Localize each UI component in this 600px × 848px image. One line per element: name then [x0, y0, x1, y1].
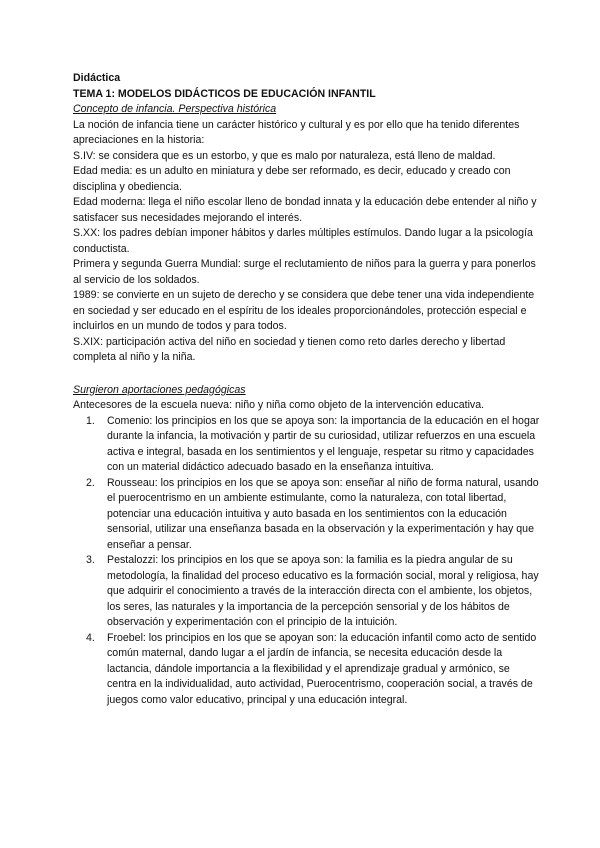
pedagogues-list — [73, 414, 540, 709]
list-item-comenio — [73, 414, 540, 476]
paragraph-siv: S.IV: se considera que es un estorbo, y que es malo por naturaleza, está lleno de maldad. — [73, 149, 496, 162]
paragraph-edad-moderna: Edad moderna: llega el niño escolar lleno de bondad innata y la educación debe entender al niño y satisfacer sus necesidades mejorando el interés. — [73, 196, 537, 224]
list-item-text: Pestalozzi: los principios en los que se apoya son: la familia es la piedra angular de su metodología, la finalidad del proceso educativo es la formación social, moral y religiosa, hay que adquirir el conocimiento a través de la interacción directa con el ambiente, los objetos, los seres, las naturales y la importancia de la percepción sensorial y de los hábitos de observación y experimentación con el principio de la intuición. — [107, 554, 539, 628]
paragraph-guerra-mundial: Primera y segunda Guerra Mundial: surge el reclutamiento de niños para la guerra y para ponerlos al servicio de los soldados. — [73, 258, 536, 286]
list-item-text: Comenio: los principios en los que se apoya son: la importancia de la educación en el hogar durante la infancia, la motivación y partir de su curiosidad, utilizar refuerzos en una escuela activa e integral, basada en los sentimientos y el lenguaje, respetar su ritmo y capacidades con un material didáctico adecuado basado en la enseñanza intuitiva. — [107, 414, 540, 473]
list-number: 1. — [86, 414, 95, 427]
list-number: 4. — [86, 631, 95, 644]
list-item-text: Froebel: los principios en los que se apoyan son: la educación infantil como acto de sentido común maternal, dando lugar a el jardín de infancia, se necesita educación desde la lactancia, dándole importancia a la flexibilidad y el aprendizaje gradual y armónico, se centra en la individualidad, auto actividad, Puerocentrismo, cooperación social, a través de juegos como valor educativo, principal y una educación integral. — [107, 631, 537, 706]
list-item-pestalozzi — [73, 553, 540, 631]
paragraph-sxix: S.XIX: participación activa del niño en sociedad y tienen como reto darles derecho y libertad completa al niño y la niña. — [73, 335, 506, 363]
paragraph-1989: 1989: se convierte en un sujeto de derecho y se considera que debe tener una vida independiente en sociedad y ser educado en el espíritu de los ideales proporcionándoles, protección especial e incluirlos en un mundo de todos y para todos. — [73, 289, 535, 332]
list-item-rousseau — [73, 476, 540, 554]
section-spacer — [73, 366, 540, 383]
list-number: 2. — [86, 476, 95, 489]
list-item-froebel — [73, 631, 540, 709]
paragraph-intro: La noción de infancia tiene un carácter histórico y cultural y es por ello que ha tenido diferentes apreciaciones en la historia: — [73, 118, 520, 146]
course-title: Didáctica — [73, 72, 121, 84]
list-number: 3. — [86, 554, 95, 566]
topic-title: TEMA 1: MODELOS DIDÁCTICOS DE EDUCACIÓN INFANTIL — [73, 87, 376, 100]
section-heading-aportaciones: Surgieron aportaciones pedagógicas — [73, 383, 246, 396]
section-heading-concepto: Concepto de infancia. Perspectiva histórica — [73, 103, 277, 115]
paragraph-edad-media: Edad media: es un adulto en miniatura y debe ser reformado, es decir, educado y creado con disciplina y obediencia. — [73, 165, 511, 193]
paragraph-antecesores: Antecesores de la escuela nueva: niño y niña como objeto de la intervención educativa. — [73, 399, 485, 411]
paragraph-sxx: S.XX: los padres debían imponer hábitos y darles múltiples estímulos. Dando lugar a la psicología conductista. — [73, 227, 533, 255]
list-item-text: Rousseau: los principios en los que se apoya son: enseñar al niño de forma natural, usando el puerocentrismo en un ambiente estimulante, como la naturaleza, con total libertad, potenciar una educación intuitiva y auto basada en los sentimientos con la educación sensorial, utilizar una enseñanza basada en la observación y la experimentación y hay que enseñar a pensar. — [107, 476, 539, 551]
